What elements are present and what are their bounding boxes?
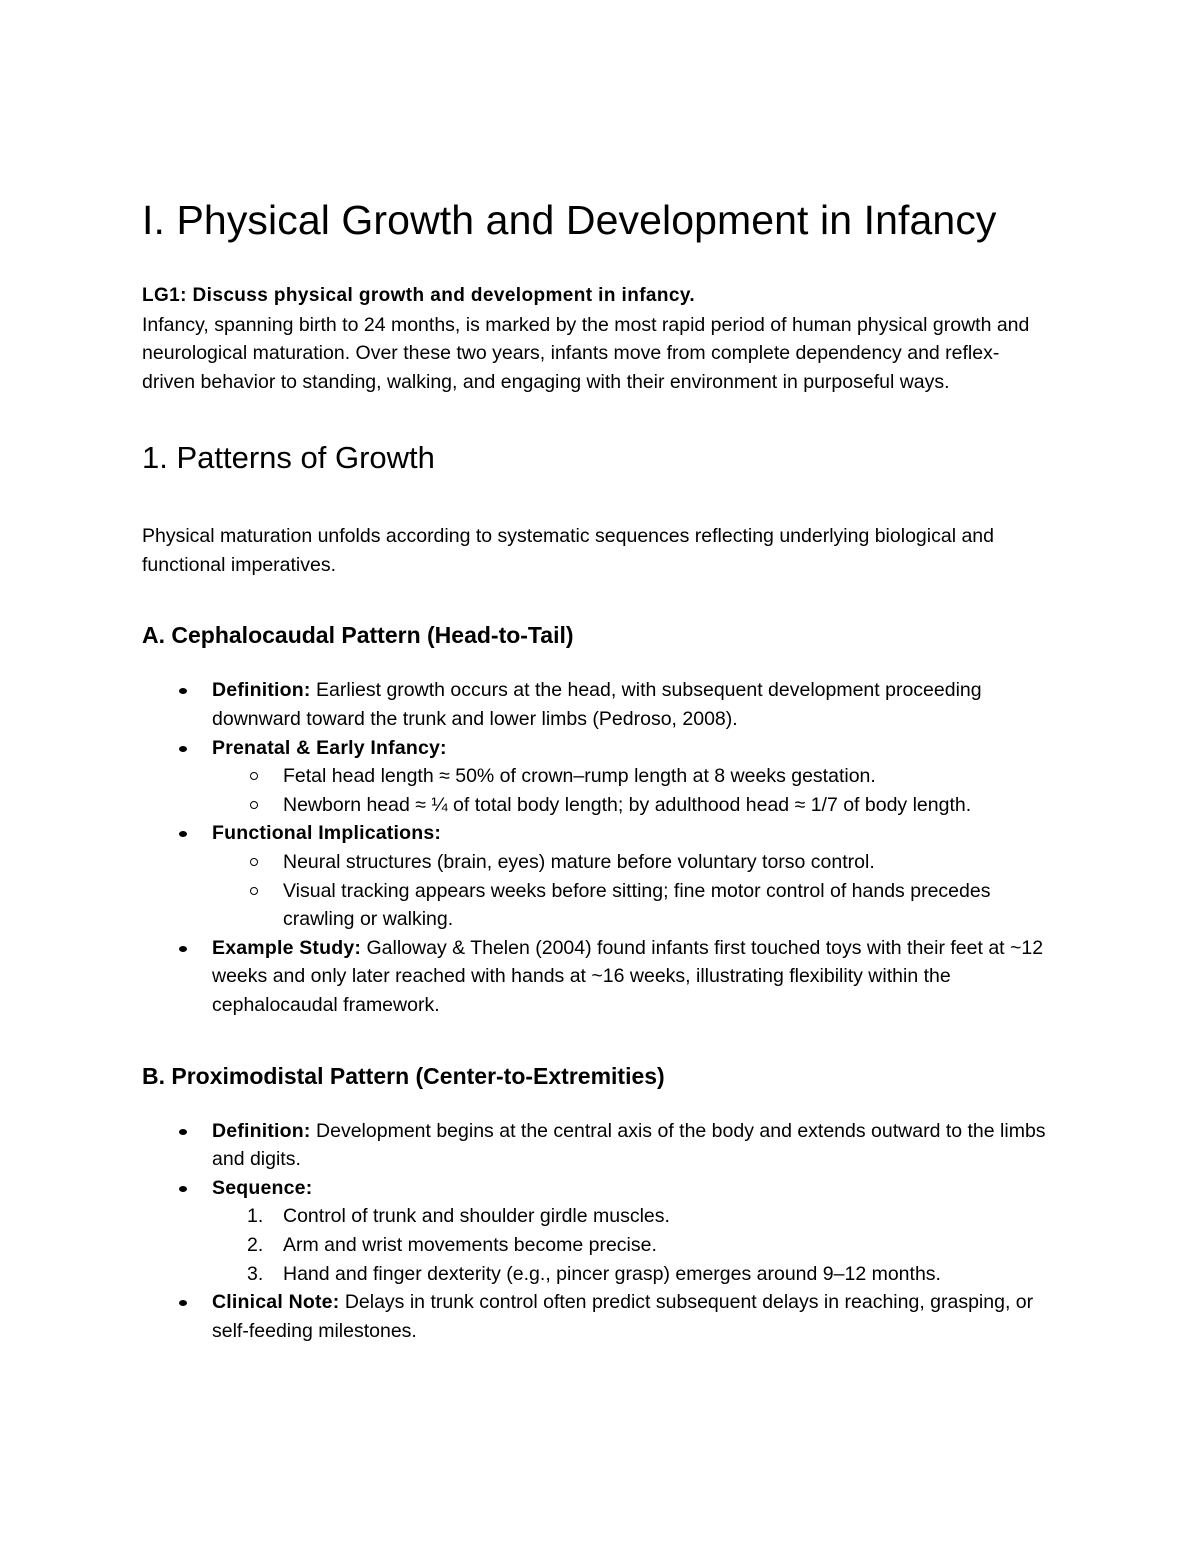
- numbered-item: [212, 1202, 1052, 1231]
- proximodistal-list: [142, 1117, 1052, 1346]
- item-label: Definition:: [212, 679, 311, 702]
- sub-list-item: [212, 848, 1052, 877]
- sub-item-text: Control of trunk and shoulder girdle muscles.: [283, 1205, 670, 1228]
- sub-list: [212, 848, 1052, 934]
- sub-item-text: Neural structures (brain, eyes) mature before voluntary torso control.: [283, 851, 875, 874]
- bullet-icon: [179, 1129, 187, 1135]
- numbered-item: [212, 1260, 1052, 1289]
- sub-item-text: Hand and finger dexterity (e.g., pincer grasp) emerges around 9–12 months.: [283, 1262, 941, 1285]
- sub-item-text: Newborn head ≈ ¼ of total body length; by adulthood head ≈ 1/7 of body length.: [283, 793, 972, 816]
- bullet-icon: [179, 946, 187, 952]
- sub-item-text: Arm and wrist movements become precise.: [283, 1233, 657, 1256]
- document-content: [142, 190, 1052, 1345]
- item-text: Development begins at the central axis of the body and extends outward to the limbs and digits.: [212, 1119, 1046, 1171]
- circle-bullet-icon: [250, 858, 258, 866]
- cephalocaudal-list: [142, 676, 1052, 1019]
- numbered-sub-list: [212, 1202, 1052, 1288]
- numbered-item: [212, 1231, 1052, 1260]
- sub-list-item: [212, 791, 1052, 820]
- list-item: [142, 676, 1052, 733]
- bullet-icon: [179, 746, 187, 752]
- item-label: Example Study:: [212, 936, 362, 959]
- item-number: 3.: [247, 1262, 264, 1285]
- list-item: [142, 1288, 1052, 1345]
- subsection-heading-proximodistal: B. Proximodistal Pattern (Center-to-Extremities): [142, 1062, 665, 1089]
- item-number: 2.: [247, 1233, 264, 1256]
- item-text: Delays in trunk control often predict subsequent delays in reaching, grasping, or self-feeding milestones.: [212, 1291, 1034, 1342]
- item-label: Clinical Note:: [212, 1291, 340, 1314]
- bullet-icon: [179, 1186, 187, 1192]
- circle-bullet-icon: [250, 887, 258, 895]
- sub-list-item: [212, 762, 1052, 791]
- learning-goal: LG1: Discuss physical growth and development in infancy.: [142, 285, 696, 306]
- item-text: Earliest growth occurs at the head, with subsequent development proceeding downward toward the trunk and lower limbs (Pedroso, 2008).: [212, 679, 982, 731]
- item-number: 1.: [247, 1205, 264, 1228]
- section-intro-paragraph: Physical maturation unfolds according to systematic sequences reflecting underlying biological and functional imperatives.: [142, 525, 994, 576]
- list-item: [142, 1174, 1052, 1288]
- item-label: Functional Implications:: [212, 822, 442, 845]
- item-label: Prenatal & Early Infancy:: [212, 736, 447, 759]
- intro-paragraph: Infancy, spanning birth to 24 months, is marked by the most rapid period of human physical growth and neurological maturation. Over these two years, infants move from complete dependency and reflex-driven behavior to standing, walking, and engaging with their environment in purposeful ways.: [142, 313, 1030, 393]
- item-text: Galloway & Thelen (2004) found infants first touched toys with their feet at ~12 weeks and only later reached with hands at ~16 weeks, illustrating flexibility within the cephalocaudal framework.: [212, 936, 1044, 1016]
- subsection-heading-cephalocaudal: A. Cephalocaudal Pattern (Head-to-Tail): [142, 622, 574, 649]
- section-heading-patterns-of-growth: 1. Patterns of Growth: [142, 440, 435, 476]
- item-label: Sequence:: [212, 1176, 313, 1199]
- circle-bullet-icon: [250, 772, 258, 780]
- list-item: [142, 734, 1052, 820]
- sub-item-text: Fetal head length ≈ 50% of crown–rump length at 8 weeks gestation.: [283, 765, 876, 788]
- document-title: I. Physical Growth and Development in Infancy: [142, 197, 997, 243]
- item-label: Definition:: [212, 1119, 311, 1142]
- bullet-icon: [179, 831, 187, 837]
- list-item: [142, 1117, 1052, 1174]
- sub-list: [212, 762, 1052, 819]
- sub-item-text: Visual tracking appears weeks before sitting; fine motor control of hands precedes crawling or walking.: [283, 879, 991, 931]
- list-item: [142, 934, 1052, 1020]
- bullet-icon: [179, 688, 187, 694]
- list-item: [142, 819, 1052, 933]
- sub-list-item: [212, 877, 1052, 934]
- bullet-icon: [179, 1300, 187, 1306]
- circle-bullet-icon: [250, 801, 258, 809]
